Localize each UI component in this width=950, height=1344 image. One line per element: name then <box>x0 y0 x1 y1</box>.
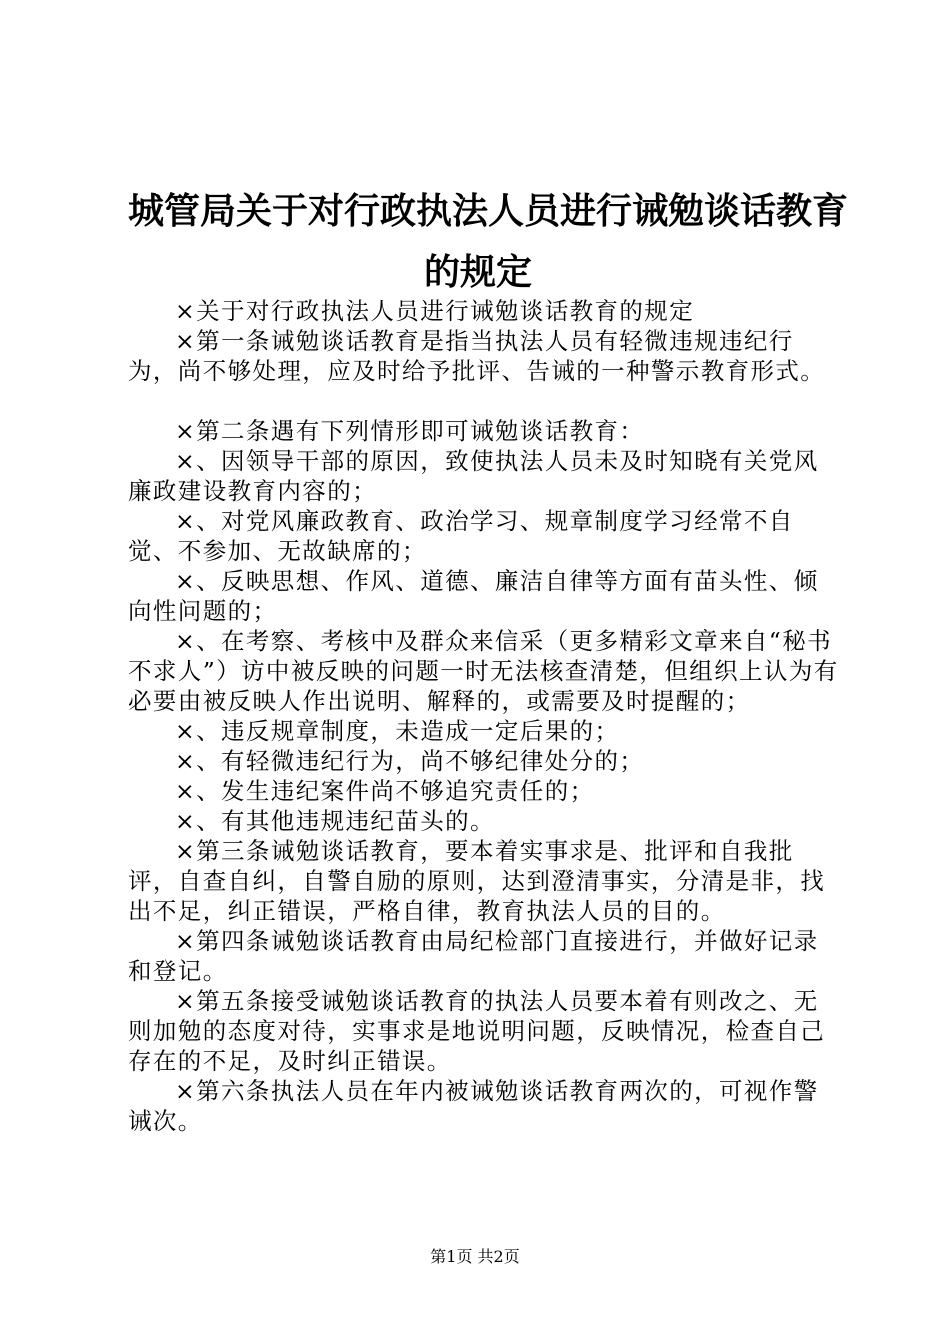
paragraph: ×第四条诫勉谈话教育由局纪检部门直接进行，并做好记录和登记。 <box>128 927 819 985</box>
document-body <box>128 296 840 1136</box>
paragraph: ×、因领导干部的原因，致使执法人员未及时知晓有关党风廉政建设教育内容的； <box>128 447 819 505</box>
paragraph: ×、对党风廉政教育、政治学习、规章制度学习经常不自觉、不参加、无故缺席的； <box>128 507 794 565</box>
paragraph: ×第五条接受诫勉谈话教育的执法人员要本着有则改之、无则加勉的态度对待，实事求是地说明问题，反映情况，检查自己存在的不足，及时纠正错误。 <box>128 987 826 1075</box>
paragraph: ×、在考察、考核中及群众来信采（更多精彩文章来自“秘书不求人”）访中被反映的问题一时无法核查清楚，但组织上认为有必要由被反映人作出说明、解释的，或需要及时提醒的； <box>128 627 839 715</box>
paragraph: ×第二条遇有下列情形即可诫勉谈话教育： <box>175 417 645 445</box>
paragraph: ×、发生违纪案件尚不够追究责任的； <box>175 777 595 805</box>
paragraph: ×、违反规章制度，未造成一定后果的； <box>175 717 620 745</box>
paragraph: ×关于对行政执法人员进行诫勉谈话教育的规定 <box>175 297 695 325</box>
document-title-line-1: 城管局关于对行政执法人员进行诫勉谈话教育 <box>128 190 849 232</box>
paragraph: ×第六条执法人员在年内被诫勉谈话教育两次的，可视作警诫次。 <box>128 1077 819 1135</box>
paragraph: ×、有轻微违纪行为，尚不够纪律处分的； <box>175 747 645 775</box>
paragraph: ×、反映思想、作风、道德、廉洁自律等方面有苗头性、倾向性问题的； <box>128 567 819 625</box>
paragraph: ×第一条诫勉谈话教育是指当执法人员有轻微违规违纪行为，尚不够处理，应及时给予批评、告诫的一种警示教育形式。 <box>128 327 826 385</box>
paragraph: ×第三条诫勉谈话教育，要本着实事求是、批评和自我批评，自查自纠，自警自励的原则，达到澄清事实，分清是非，找出不足，纠正错误，严格自律，教育执法人员的目的。 <box>128 837 826 925</box>
page-footer: 第1页 共2页 <box>430 1247 520 1266</box>
document-title-line-2: 的规定 <box>423 251 532 293</box>
paragraph: ×、有其他违规违纪苗头的。 <box>175 807 495 835</box>
